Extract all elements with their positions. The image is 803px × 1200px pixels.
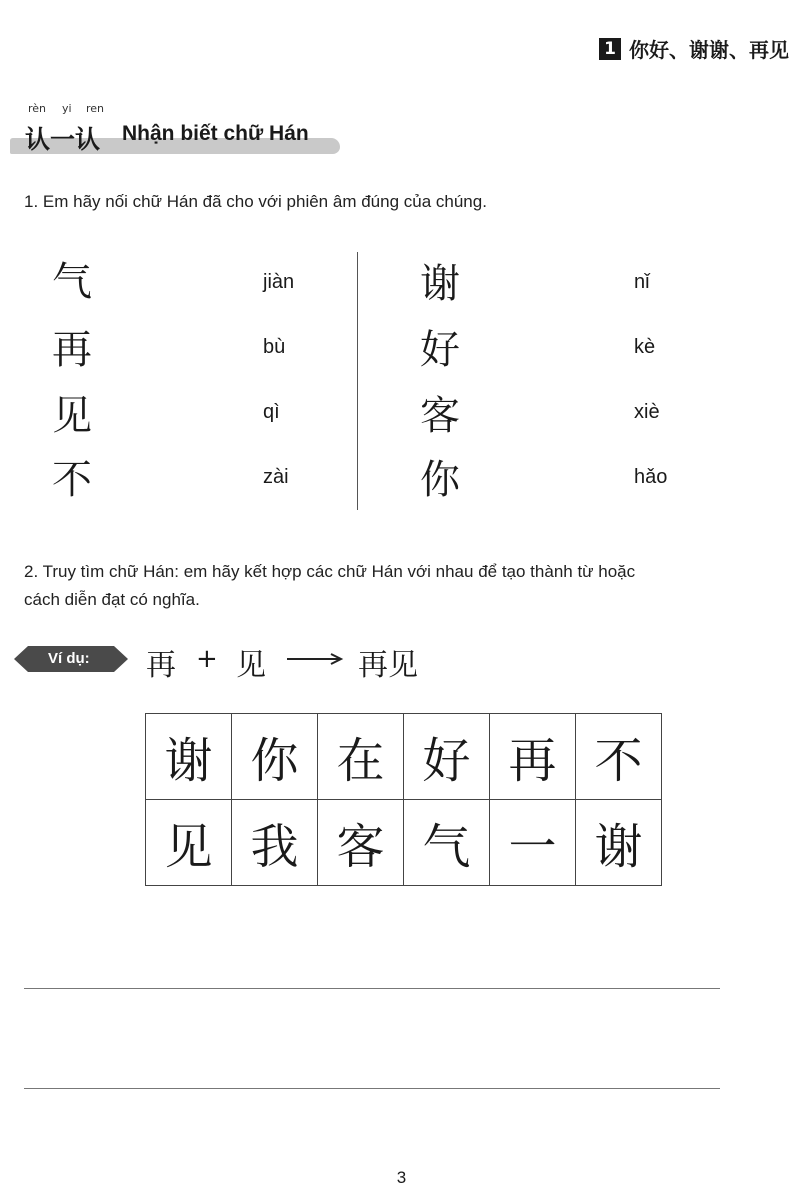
right-char[interactable]: 谢 bbox=[420, 261, 460, 307]
lesson-number: 1 bbox=[599, 38, 621, 60]
grid-cell[interactable]: 你 bbox=[232, 714, 318, 800]
plus-sign: + bbox=[196, 644, 218, 674]
lesson-header bbox=[599, 34, 789, 63]
example-result: 再见 bbox=[358, 648, 418, 683]
left-char[interactable]: 气 bbox=[52, 259, 92, 305]
right-char[interactable]: 客 bbox=[420, 393, 460, 439]
section-title-vietnamese: Nhận biết chữ Hán bbox=[122, 122, 309, 145]
pinyin-yi: yi bbox=[62, 102, 72, 115]
lesson-title: 你好、谢谢、再见 bbox=[629, 38, 789, 62]
exercise2-instruction-line1: 2. Truy tìm chữ Hán: em hãy kết hợp các chữ Hán với nhau để tạo thành từ hoặc bbox=[24, 562, 636, 581]
left-pinyin[interactable]: zài bbox=[263, 466, 289, 488]
left-pinyin[interactable]: bù bbox=[263, 336, 286, 358]
right-pinyin[interactable]: nǐ bbox=[634, 271, 650, 293]
column-divider bbox=[357, 252, 358, 510]
grid-cell[interactable]: 在 bbox=[318, 714, 404, 800]
grid-cell[interactable]: 好 bbox=[404, 714, 490, 800]
exercise2-instruction-line2: cách diễn đạt có nghĩa. bbox=[24, 590, 200, 609]
right-pinyin[interactable]: hǎo bbox=[634, 466, 668, 488]
pinyin-ren-2: ren bbox=[86, 102, 105, 115]
grid-cell[interactable]: 气 bbox=[404, 800, 490, 886]
grid-cell[interactable]: 一 bbox=[490, 800, 576, 886]
section-title-chinese: 认一认 bbox=[25, 125, 101, 154]
grid-cell[interactable]: 再 bbox=[490, 714, 576, 800]
example-label: Ví dụ: bbox=[48, 650, 90, 667]
right-pinyin[interactable]: kè bbox=[634, 336, 656, 358]
example-char-b: 见 bbox=[236, 648, 266, 683]
example-char-a: 再 bbox=[146, 648, 176, 683]
right-char[interactable]: 你 bbox=[420, 457, 460, 503]
answer-line[interactable] bbox=[24, 988, 720, 989]
page-number: 3 bbox=[396, 1168, 407, 1187]
arrow-right-icon bbox=[287, 652, 345, 666]
grid-cell[interactable]: 客 bbox=[318, 800, 404, 886]
left-pinyin[interactable]: jiàn bbox=[263, 271, 295, 293]
grid-cell[interactable]: 见 bbox=[146, 800, 232, 886]
grid-row bbox=[146, 800, 662, 886]
grid-cell[interactable]: 谢 bbox=[576, 800, 662, 886]
left-char[interactable]: 不 bbox=[52, 457, 92, 503]
character-grid bbox=[145, 713, 662, 886]
exercise1-instruction: 1. Em hãy nối chữ Hán đã cho với phiên âm đúng của chúng. bbox=[24, 192, 487, 211]
section-title-bar bbox=[10, 102, 340, 156]
pinyin-ren: rèn bbox=[28, 102, 47, 115]
example-badge bbox=[14, 646, 128, 672]
right-char[interactable]: 好 bbox=[420, 327, 460, 373]
grid-cell[interactable]: 不 bbox=[576, 714, 662, 800]
grid-row bbox=[146, 714, 662, 800]
grid-cell[interactable]: 我 bbox=[232, 800, 318, 886]
left-pinyin[interactable]: qì bbox=[263, 401, 280, 423]
grid-cell[interactable]: 谢 bbox=[146, 714, 232, 800]
left-char[interactable]: 再 bbox=[52, 327, 92, 373]
answer-line[interactable] bbox=[24, 1088, 720, 1089]
right-pinyin[interactable]: xiè bbox=[634, 401, 660, 423]
left-char[interactable]: 见 bbox=[52, 393, 92, 439]
